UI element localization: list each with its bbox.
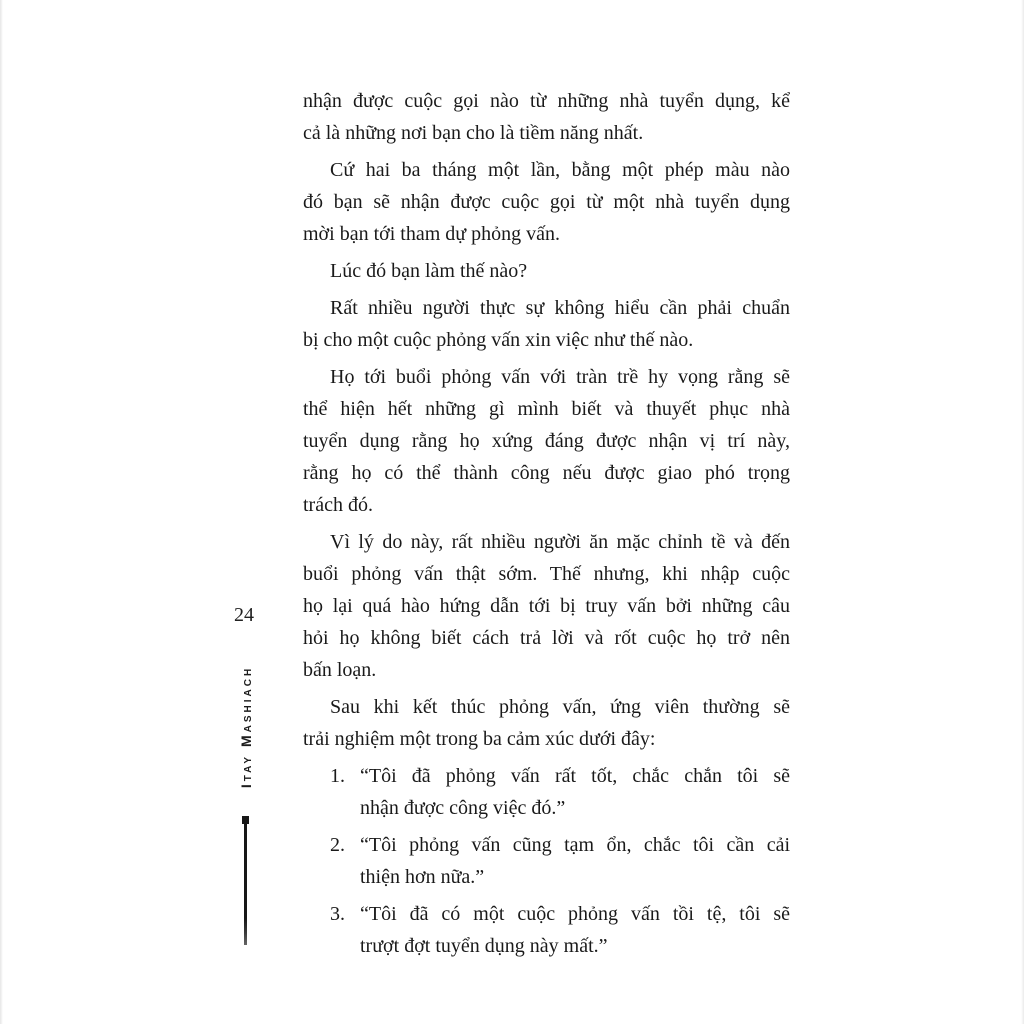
- text-line: thể hiện hết những gì mình biết và thuyết phục nhà: [303, 398, 790, 420]
- text-line: thiện hơn nữa.”: [360, 866, 485, 888]
- vertical-rule: [244, 823, 247, 945]
- text-line: Lúc đó bạn làm thế nào?: [330, 260, 528, 282]
- text-line: trách đó.: [303, 494, 373, 516]
- author-running-header: Itay Mashiach: [238, 665, 254, 789]
- text-line: “Tôi đã có một cuộc phỏng vấn tồi tệ, tôi sẽ: [360, 903, 790, 925]
- page-number: 24: [234, 604, 254, 626]
- text-line: hỏi họ không biết cách trả lời và rốt cuộc họ trở nên: [303, 627, 790, 649]
- paragraph: [303, 154, 790, 250]
- text-block: [303, 85, 790, 967]
- list-item: [303, 829, 790, 893]
- text-line: họ lại quá hào hứng dẫn tới bị truy vấn bởi những câu: [303, 595, 790, 617]
- list-marker: 3.: [330, 903, 345, 925]
- text-line: bị cho một cuộc phỏng vấn xin việc như thế nào.: [303, 329, 694, 351]
- text-line: buổi phỏng vấn thật sớm. Thế nhưng, khi nhập cuộc: [303, 563, 790, 585]
- text-line: đó bạn sẽ nhận được cuộc gọi từ một nhà tuyển dụng: [303, 191, 790, 213]
- list-marker: 1.: [330, 765, 345, 787]
- list-marker: 2.: [330, 834, 345, 856]
- paragraph: [303, 292, 790, 356]
- text-line: tuyển dụng rằng họ xứng đáng được nhận vị trí này,: [303, 430, 790, 452]
- scan-edge-left: [0, 0, 3, 1024]
- text-line: nhận được cuộc gọi nào từ những nhà tuyển dụng, kể: [303, 90, 790, 112]
- list-item: [303, 760, 790, 824]
- text-line: Sau khi kết thúc phỏng vấn, ứng viên thường sẽ: [330, 696, 790, 718]
- text-line: Rất nhiều người thực sự không hiểu cần phải chuẩn: [330, 297, 790, 319]
- paragraph: [303, 691, 790, 755]
- text-line: bấn loạn.: [303, 659, 377, 681]
- text-line: “Tôi đã phỏng vấn rất tốt, chắc chắn tôi sẽ: [360, 765, 790, 787]
- text-line: nhận được công việc đó.”: [360, 797, 566, 819]
- text-line: Họ tới buổi phỏng vấn với tràn trề hy vọng rằng sẽ: [330, 366, 790, 388]
- text-line: Cứ hai ba tháng một lần, bằng một phép màu nào: [330, 159, 790, 181]
- text-line: rằng họ có thể thành công nếu được giao phó trọng: [303, 462, 790, 484]
- text-line: mời bạn tới tham dự phỏng vấn.: [303, 223, 560, 245]
- text-line: cả là những nơi bạn cho là tiềm năng nhất.: [303, 122, 644, 144]
- text-line: “Tôi phỏng vấn cũng tạm ổn, chắc tôi cần cải: [360, 834, 790, 856]
- list-item: [303, 898, 790, 962]
- text-line: Vì lý do này, rất nhiều người ăn mặc chỉnh tề và đến: [330, 531, 790, 553]
- paragraph: [303, 255, 790, 287]
- paragraph: [303, 85, 790, 149]
- text-line: trải nghiệm một trong ba cảm xúc dưới đây:: [303, 728, 656, 750]
- paragraph: [303, 361, 790, 521]
- paragraph: [303, 526, 790, 686]
- text-line: trượt đợt tuyển dụng này mất.”: [360, 935, 608, 957]
